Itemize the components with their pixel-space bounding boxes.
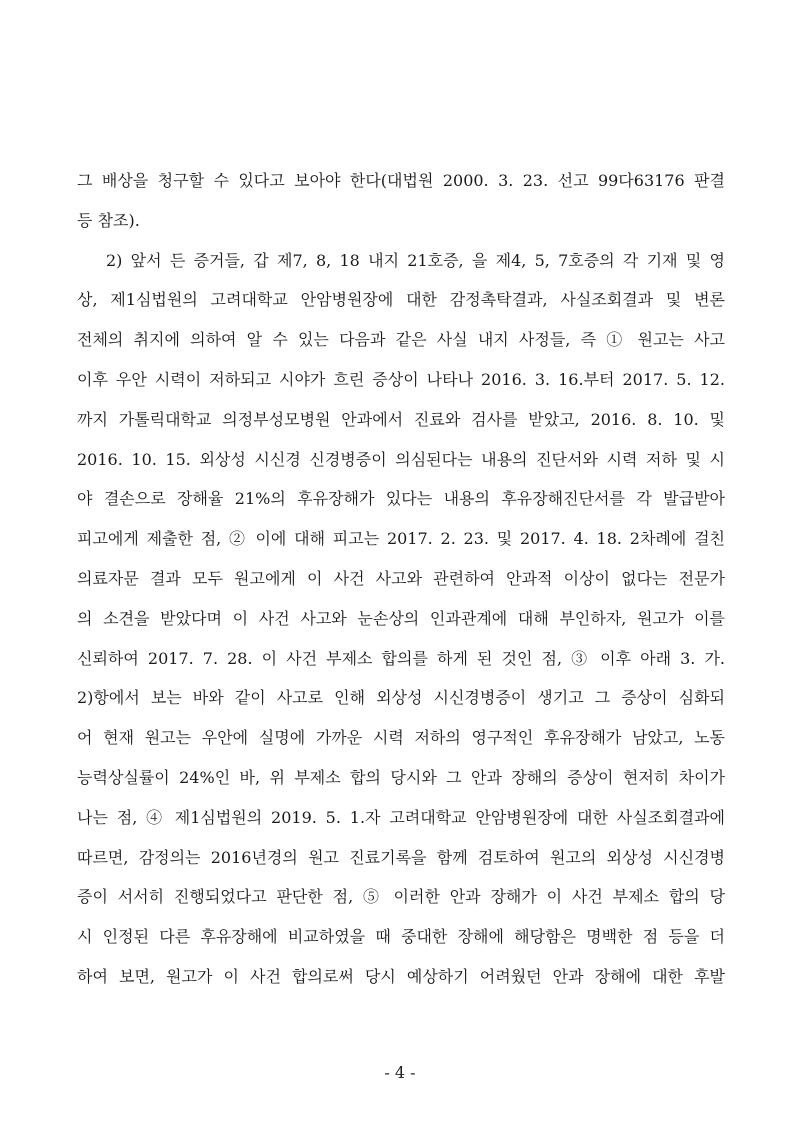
text-line: 그 배상을 청구할 수 있다고 보아야 한다(대법원 2000. 3. 23. 선고 99다63176 판결 [77,171,725,190]
text-line: 따르면, 감정의는 2016년경의 원고 진료기록을 함께 검토하여 원고의 외상성 시신경병 [77,847,725,867]
text-line: 시 인정된 다른 후유장해에 비교하였을 때 중대한 장해에 해당함은 명백한 점 등을 더 [77,927,725,947]
body-text [77,161,725,997]
text-line: 야 결손으로 장해율 21%의 후유장해가 있다는 내용의 후유장해진단서를 각 발급받아 [77,489,725,509]
text-line: 증이 서서히 진행되었다고 판단한 점, ⑤ 이러한 안과 장해가 이 사건 부제소 합의 당 [77,887,725,907]
text-line: 하여 보면, 원고가 이 사건 합의로써 당시 예상하기 어려웠던 안과 장해에 대한 후발 [77,966,725,986]
text-line: 2016. 10. 15. 외상성 시신경 신경병증이 의심된다는 내용의 진단서와 시력 저하 및 시 [77,449,725,469]
text-line: 까지 가톨릭대학교 의정부성모병원 안과에서 진료와 검사를 받았고, 2016. 8. 10. 및 [77,409,725,429]
text-line: 전체의 취지에 의하여 알 수 있는 다음과 같은 사실 내지 사정들, 즉 ① 원고는 사고 [77,330,725,350]
text-line: 어 현재 원고는 우안에 실명에 가까운 시력 저하의 영구적인 후유장해가 남았고, 노동 [77,728,725,748]
text-line: 피고에게 제출한 점, ② 이에 대해 피고는 2017. 2. 23. 및 2017. 4. 18. 2차례에 걸친 [77,529,725,549]
text-line: 나는 점, ④ 제1심법원의 2019. 5. 1.자 고려대학교 안암병원장에 대한 사실조회결과에 [77,807,725,827]
text-line: 의료자문 결과 모두 원고에게 이 사건 사고와 관련하여 안과적 이상이 없다는 전문가 [77,568,725,588]
text-line: 상, 제1심법원의 고려대학교 안암병원장에 대한 감정촉탁결과, 사실조회결과 및 변론 [77,290,725,310]
text-line: 능력상실률이 24%인 바, 위 부제소 합의 당시와 그 안과 장해의 증상이 현저히 차이가 [77,767,725,787]
text-line: 의 소견을 받았다며 이 사건 사고와 눈손상의 인과관계에 대해 부인하자, 원고가 이를 [77,608,725,628]
text-line: 등 참조). [77,210,140,230]
text-line: 이후 우안 시력이 저하되고 시야가 흐린 증상이 나타나 2016. 3. 16.부터 2017. 5. 12. [77,369,725,389]
paragraph-start-line: 2) 앞서 든 증거들, 갑 제7, 8, 18 내지 21호증, 을 제4, 5, 7호증의 각 기재 및 영 [106,250,725,270]
text-line: 신뢰하여 2017. 7. 28. 이 사건 부제소 합의를 하게 된 것인 점, ③ 이후 아래 3. 가. [77,648,725,668]
text-line: 2)항에서 보는 바와 같이 사고로 인해 외상성 시신경병증이 생기고 그 증상이 심화되 [77,688,725,708]
page-number: - 4 - [384,1063,416,1082]
